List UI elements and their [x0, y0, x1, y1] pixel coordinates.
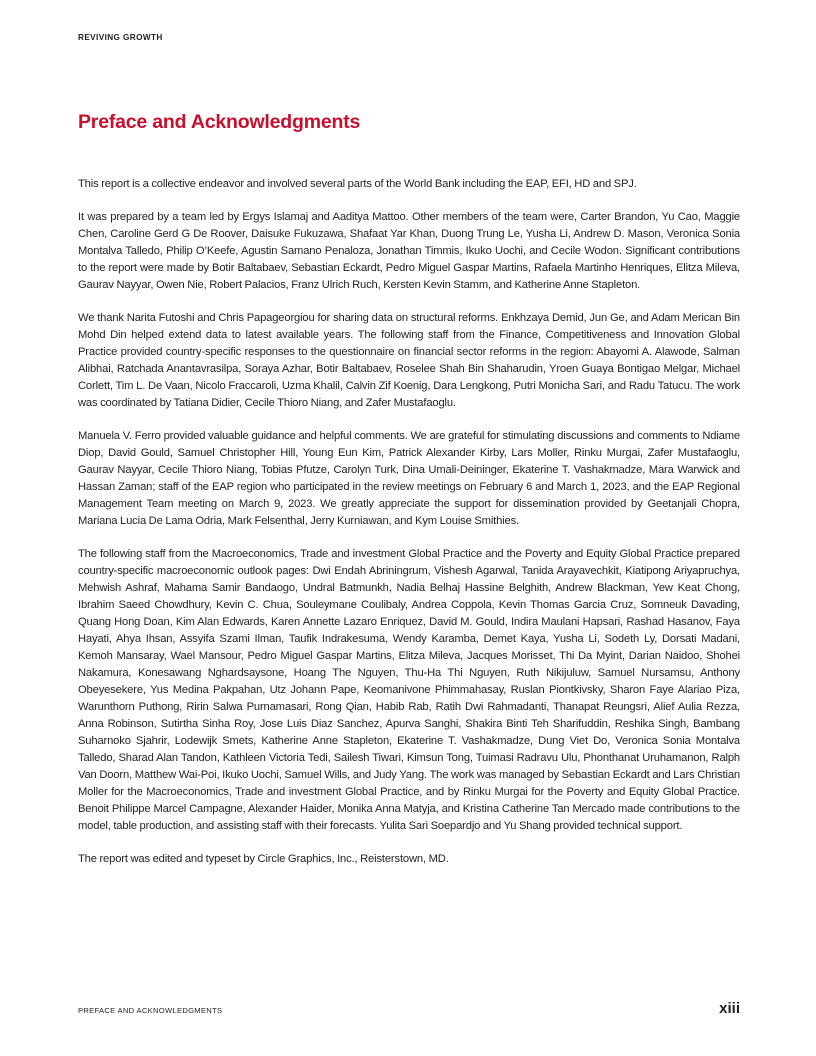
paragraph: Manuela V. Ferro provided valuable guidance and helpful comments. We are grateful for stimulating discussions and comments to Ndiame Diop, David Gould, Samuel Christopher Hill, Young Eun Kim, Patrick Alexander Kirby, Lars Moller, Rinku Murgai, Zafer Mustafaoglu, Gaurav Nayyar, Cecile Thioro Niang, Tobias Pfutze, Carolyn Turk, Dina Umali-Deininger, Ekaterine T. Vashakmadze, Mara Warwick and Hassan Zaman; staff of the EAP region who participated in the review meetings on February 6 and March 1, 2023, and the EAP Regional Management Team meeting on March 9, 2023. We greatly appreciate the support for dissemination provided by Geetanjali Chopra, Mariana Lucia De Lama Odria, Mark Felsenthal, Jerry Kurniawan, and Kym Louise Smithies. [78, 430, 740, 527]
running-head: REVIVING GROWTH [78, 33, 163, 42]
page-number: xiii [719, 1000, 740, 1017]
paragraph: The report was edited and typeset by Circle Graphics, Inc., Reisterstown, MD. [78, 853, 449, 865]
paragraph: We thank Narita Futoshi and Chris Papageorgiou for sharing data on structural reforms. Enkhzaya Demid, Jun Ge, and Adam Merican Bin Mohd Din helped extend data to latest available years. The following staff from the Finance, Competitiveness and Innovation Global Practice provided country-specific responses to the questionnaire on financial sector reforms in the region: Abayomi A. Alawode, Salman Alibhai, Ratchada Anantavrasilpa, Soraya Azhar, Botir Baltabaev, Roselee Shah Bin Shaharudin, Yroen Guaya Bontigao Melgar, Michael Corlett, Tim L. De Vaan, Nicolo Fraccaroli, Uzma Khalil, Calvin Zif Koenig, Dara Lengkong, Putri Monicha Sari, and Radu Tatucu. The work was coordinated by Tatiana Didier, Cecile Thioro Niang, and Zafer Mustafaoglu. [78, 312, 740, 409]
paragraph: It was prepared by a team led by Ergys Islamaj and Aaditya Mattoo. Other members of the team were, Carter Brandon, Yu Cao, Maggie Chen, Caroline Gerd G De Roover, Daisuke Fukuzawa, Shafaat Yar Khan, Duong Trung Le, Yusha Li, Andrew D. Mason, Veronica Sonia Montalva Talledo, Philip O’Keefe, Agustin Samano Penaloza, Jonathan Timmis, Ikuko Uochi, and Cecile Wodon. Significant contributions to the report were made by Botir Baltabaev, Sebastian Eckardt, Pedro Miguel Gaspar Martins, Rafaela Martinho Henriques, Elitza Mileva, Gaurav Nayyar, Owen Nie, Robert Palacios, Franz Ulrich Ruch, Kersten Kevin Stamm, and Katherine Anne Stapleton. [78, 211, 740, 291]
page-title: Preface and Acknowledgments [78, 111, 361, 133]
body-text [78, 176, 740, 884]
paragraph: This report is a collective endeavor and involved several parts of the World Bank including the EAP, EFI, HD and SPJ. [78, 178, 637, 190]
paragraph: The following staff from the Macroeconomics, Trade and investment Global Practice and the Poverty and Equity Global Practice prepared country-specific macroeconomic outlook pages: Dwi Endah Abriningrum, Vishesh Agarwal, Tanida Arayavechkit, Kiatipong Ariyapruchya, Mehwish Ashraf, Mahama Samir Bandaogo, Undral Batmunkh, Nadia Belhaj Hassine Belghith, Andrew Blackman, Yew Keat Chong, Ibrahim Saeed Chowdhury, Kevin C. Chua, Souleymane Coulibaly, Andrea Coppola, Kevin Thomas Garcia Cruz, Somneuk Davading, Quang Hong Doan, Kim Alan Edwards, Karen Annette Lazaro Enriquez, David M. Gould, Indira Maulani Hapsari, Rashad Hasanov, Faya Hayati, Ahya Ihsan, Assyifa Szami Ilman, Taufik Indrakesuma, Wendy Karamba, Demet Kaya, Yusha Li, Sodeth Ly, Dorsati Madani, Kemoh Mansaray, Wael Mansour, Pedro Miguel Gaspar Martins, Elitza Mileva, Jacques Morisset, Thi Da Myint, Darian Naidoo, Shohei Nakamura, Konesawang Nghardsaysone, Hoang The Nguyen, Thu-Ha Thi Nguyen, Ruth Nikijuluw, Samuel Nursamsu, Anthony Obeyesekere, Yus Medina Pakpahan, Utz Johann Pape, Keomanivone Phimmahasay, Ruslan Piontkivsky, Sharon Faye Alariao Piza, Warunthorn Puthong, Ririn Salwa Purnamasari, Rong Qian, Habib Rab, Ratih Dwi Rahmadanti, Thanapat Reungsri, Alief Aulia Rezza, Anna Robinson, Sutirtha Sinha Roy, Jose Luis Diaz Sanchez, Apurva Sanghi, Shakira Binti Teh Sharifuddin, Reshika Singh, Bambang Suharnoko Sjahrir, Lodewijk Smets, Katherine Anne Stapleton, Ekaterine T. Vashakmadze, Dung Viet Do, Veronica Sonia Montalva Talledo, Sharad Alan Tandon, Kathleen Victoria Tedi, Sailesh Tiwari, Kimsun Tong, Tuimasi Radravu Ulu, Phonthanat Uruhamanon, Ralph Van Doorn, Matthew Wai-Poi, Ikuko Uochi, Samuel Wills, and Judy Yang. The work was managed by Sebastian Eckardt and Lars Christian Moller for the Macroeconomics, Trade and investment Global Practice, and by Rinku Murgai for the Poverty and Equity Global Practice. Benoit Philippe Marcel Campagne, Alexander Haider, Monika Anna Matyja, and Kristina Catherine Tan Mercado made contributions to the model, table production, and assisting staff with their forecasts. Yulita Sari Soepardjo and Yu Shang provided technical support. [78, 548, 740, 832]
footer-section-title: PREFACE AND ACKNOWLEDGMENTS [78, 1006, 223, 1015]
